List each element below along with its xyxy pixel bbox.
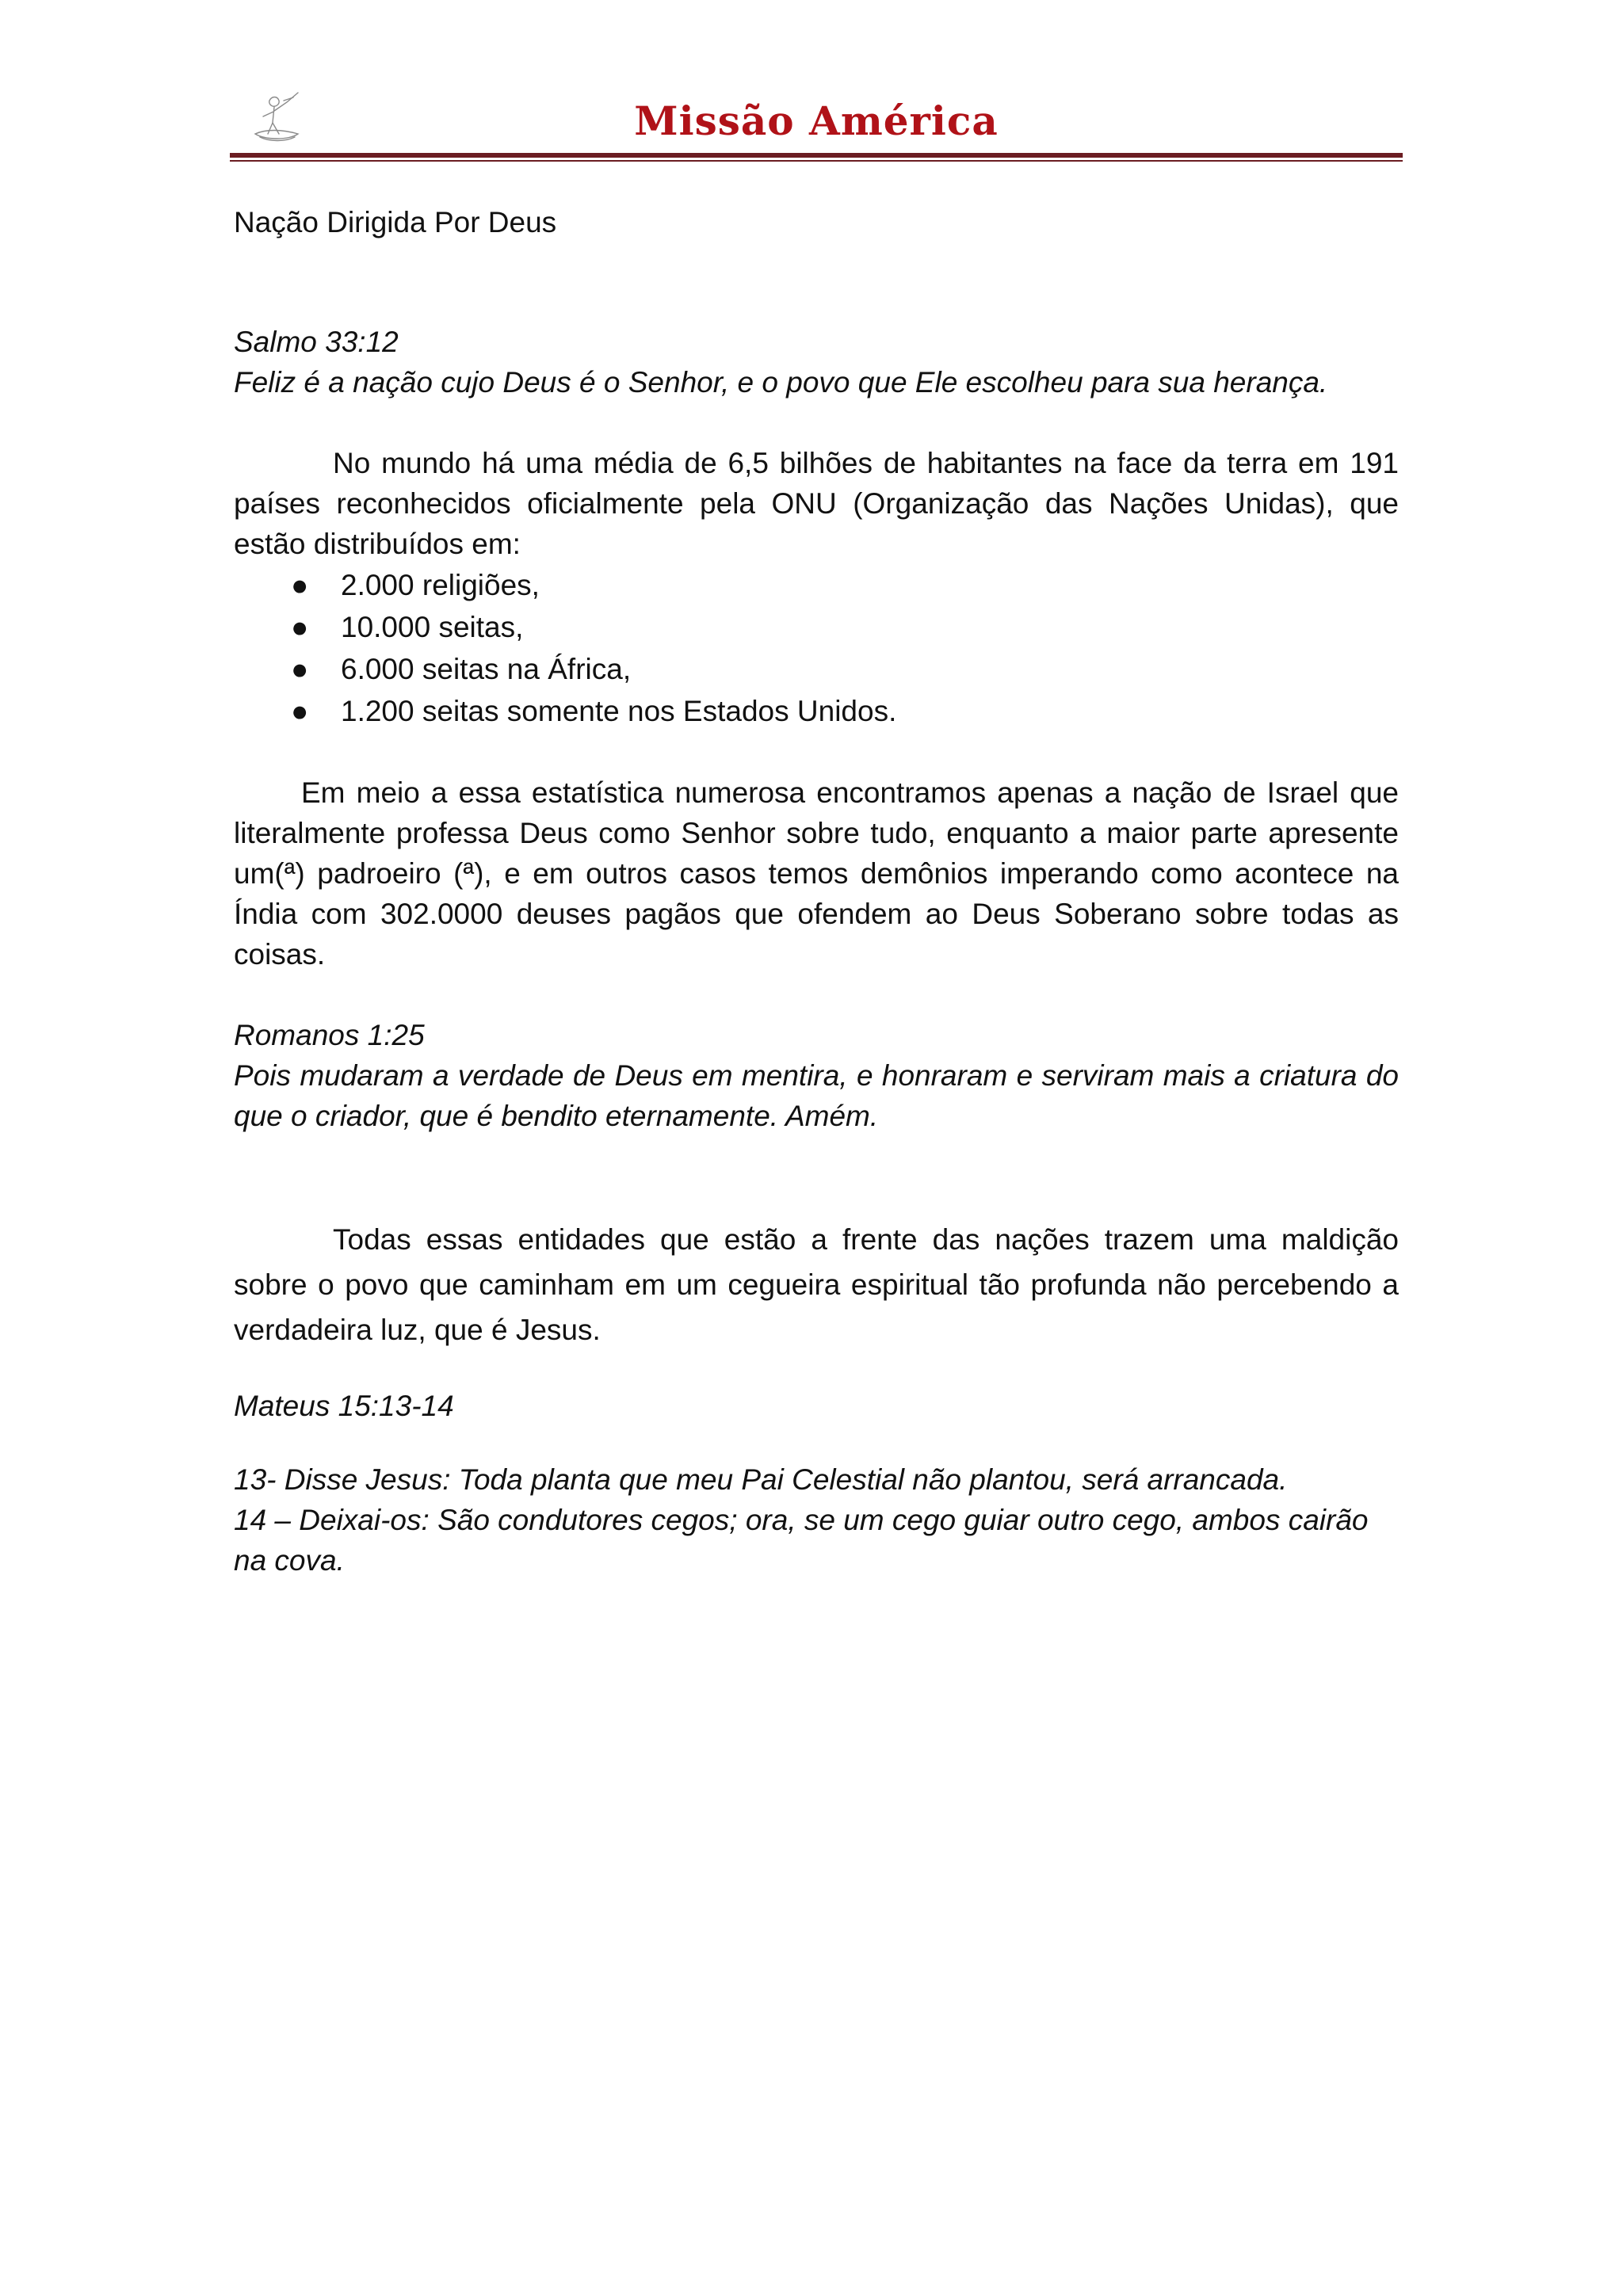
body-paragraph: Todas essas entidades que estão a frente das nações trazem uma maldição sobre o povo que caminham em um cegueira espiritual tão profunda não percebendo a verdadeira luz, que é Jesus. [234, 1223, 1399, 1346]
bullet-icon: ● [291, 569, 309, 601]
header-rule-thin [230, 160, 1403, 162]
document-body [234, 202, 1399, 1581]
verse-text: Feliz é a nação cujo Deus é o Senhor, e o povo que Ele escolheu para sua herança. [234, 366, 1328, 399]
list-item: ● 2.000 religiões, [234, 564, 1399, 606]
bullet-icon: ● [291, 611, 309, 643]
verse-reference: Salmo 33:12 [234, 326, 399, 358]
document-title: Nação Dirigida Por Deus [234, 206, 557, 238]
list-item: ● 10.000 seitas, [234, 606, 1399, 648]
verse-reference: Romanos 1:25 [234, 1019, 425, 1051]
body-paragraph: Em meio a essa estatística numerosa encontramos apenas a nação de Israel que literalmente professa Deus como Senhor sobre tudo, enquanto a maior parte apresente um(ª) padroeiro (ª), e em outros casos temos demônios imperando como acontece na Índia com 302.0000 deuses pagãos que ofendem ao Deus Soberano sobre todas as coisas. [234, 776, 1399, 971]
verse-text: Pois mudaram a verdade de Deus em mentira, e honraram e serviram mais a criatura do que o criador, que é bendito eternamente. Amém. [234, 1059, 1399, 1132]
brand-title: Missão América [634, 97, 999, 144]
bullet-icon: ● [291, 695, 309, 727]
list-item: ● 1.200 seitas somente nos Estados Unidos. [234, 690, 1399, 732]
body-paragraph: No mundo há uma média de 6,5 bilhões de habitantes na face da terra em 191 países reconhecidos oficialmente pela ONU (Organização das Nações Unidas), que estão distribuídos em: [234, 447, 1399, 560]
verse-text: 14 – Deixai-os: São condutores cegos; ora, se um cego guiar outro cego, ambos cairão na cova. [234, 1504, 1369, 1577]
verse-text: 13- Disse Jesus: Toda planta que meu Pai Celestial não plantou, será arrancada. [234, 1463, 1288, 1496]
page-header [230, 75, 1403, 170]
verse-reference: Mateus 15:13-14 [234, 1390, 454, 1422]
list-item: ● 6.000 seitas na África, [234, 648, 1399, 690]
bullet-icon: ● [291, 653, 309, 685]
header-rule-thick [230, 153, 1403, 158]
stats-list [234, 564, 1399, 732]
